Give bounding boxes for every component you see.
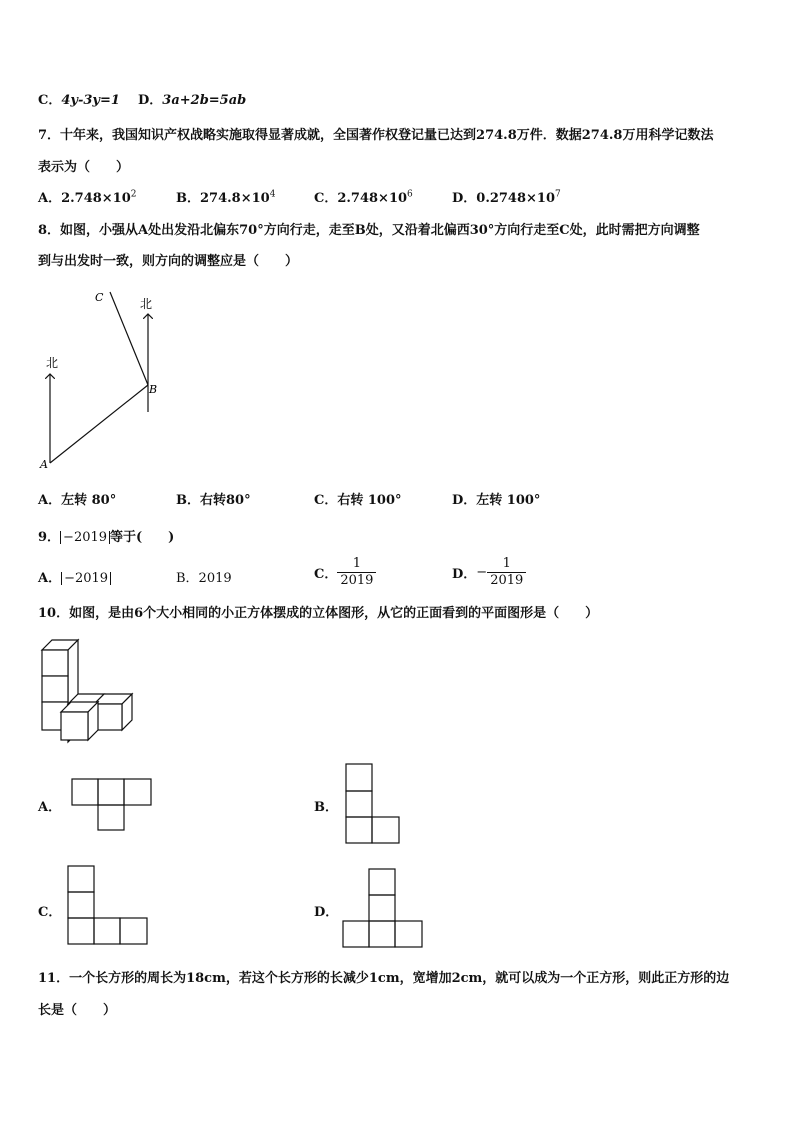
q10-option-c-label: C． — [38, 905, 62, 920]
q11-stem-line1: 11．一个长方形的周长为18cm，若这个长方形的长减少1cm，宽增加2cm，就可以成为一个正方形，则此正方形的边 — [38, 971, 730, 986]
q8-option-d: D．左转 100° — [452, 493, 541, 508]
abs-value-a: −2019 — [61, 572, 111, 585]
north-label-b: 北 — [140, 297, 153, 311]
q8-option-c: C．右转 100° — [314, 493, 402, 508]
q9-option-b: B．2019 — [176, 571, 232, 586]
q9-stem: 9． −2019 等于( ) — [38, 530, 175, 545]
q10-option-d-label: D． — [314, 905, 339, 920]
q7-stem-line1: 7．十年来，我国知识产权战略实施取得显著成就，全国著作权登记量已达到274.8万件．数据274.8万用科学记数法 — [38, 128, 714, 143]
fraction-c: $\frac{1}{2019}$ — [337, 556, 376, 589]
q7-option-a: A．$2.748\times 10^2$ — [38, 189, 137, 206]
q10-option-b-label: B． — [314, 800, 338, 815]
q8-stem-line2: 到与出发时一致，则方向的调整应是（ ） — [38, 254, 299, 269]
q7-option-b: B．$274.8\times 10^4$ — [176, 189, 276, 206]
q11-stem-line2: 长是（ ） — [38, 1003, 117, 1018]
q7-option-d: D．$0.2748\times 10^7$ — [452, 189, 561, 206]
q7-option-c: C．$2.748\times 10^6$ — [314, 189, 413, 206]
point-c-label: C — [95, 291, 104, 304]
q9-option-c: C． $\frac{1}{2019}$ — [314, 556, 376, 589]
fraction-d: $\frac{1}{2019}$ — [487, 556, 526, 589]
north-label-a: 北 — [46, 356, 59, 370]
q10-option-a-label: A． — [38, 800, 62, 815]
q7-stem-line2: 表示为（ ） — [38, 160, 130, 175]
q6-option-d: D．3a+2b=5ab — [138, 93, 247, 108]
q8-stem-line1: 8．如图，小强从A处出发沿北偏东70°方向行走，走至B处，又沿着北偏西30°方向行走至C处，此时需把方向调整 — [38, 223, 700, 238]
q8-option-b: B．右转80° — [176, 493, 251, 508]
q9-option-a: A． −2019 — [38, 567, 111, 586]
point-a-label: A — [40, 458, 48, 471]
abs-value: −2019 — [60, 531, 110, 544]
point-b-label: B — [149, 383, 158, 396]
q9-option-d: D．− $\frac{1}{2019}$ — [452, 556, 526, 589]
q10-stem: 10．如图，是由6个大小相同的小正方体摆成的立体图形，从它的正面看到的平面图形是（ ） — [38, 606, 599, 621]
q8-option-a: A．左转 80° — [38, 493, 117, 508]
q6-option-c: C．4y-3y=1 — [38, 93, 120, 108]
